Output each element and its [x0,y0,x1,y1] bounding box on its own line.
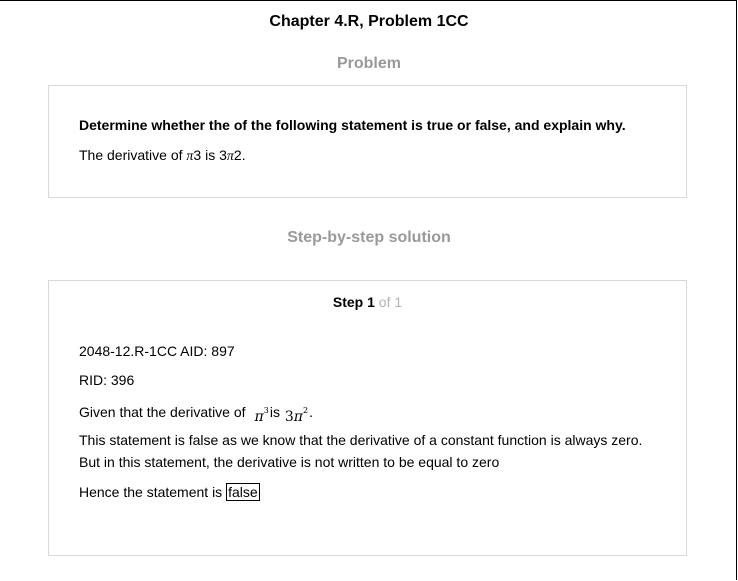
answer-box: false [228,484,258,500]
statement-prefix: The derivative of [79,147,187,163]
given-math-2-coef: 3 [284,409,294,425]
step-of-total: of 1 [378,294,403,310]
step-number: 1 [367,294,375,310]
statement-tail: 2. [233,147,246,163]
given-line [79,402,313,426]
given-prefix: Given that the derivative of [79,404,246,420]
given-math-2 [285,402,308,426]
rid-line: RID: 396 [79,372,135,388]
problem-question: Determine whether the of the following statement is true or false, and explain why. [79,117,626,133]
given-suffix: . [309,404,313,420]
aid-line: 2048-12.R-1CC AID: 897 [79,343,235,359]
given-middle: is [269,404,280,420]
problem-card [48,85,687,198]
conclusion-prefix: Hence the statement is [79,484,227,500]
solution-card [48,280,687,556]
chapter-title: Chapter 4.R, Problem 1CC [269,13,469,30]
given-math-1-exp: 3 [263,406,269,415]
given-math-1-base: π [254,409,264,425]
statement-exponent: 3 [193,147,202,163]
explanation-line-2: But in this statement, the derivative is not written to be equal to zero [79,454,500,470]
solution-heading: Step-by-step solution [287,229,451,246]
problem-statement [79,147,246,165]
given-math-2-base: π [293,409,303,425]
step-header [49,294,686,311]
given-math-2-exp: 2 [302,406,309,415]
conclusion-line [79,484,260,501]
statement-pi-2: π [226,149,234,164]
explanation-line-1: This statement is false as we know that the derivative of a constant function is always zero. [79,432,643,448]
problem-heading: Problem [336,55,401,72]
given-math-1 [255,402,269,426]
statement-middle: is 3 [201,147,227,163]
statement-pi: π [186,149,194,164]
step-label: Step [332,294,364,310]
